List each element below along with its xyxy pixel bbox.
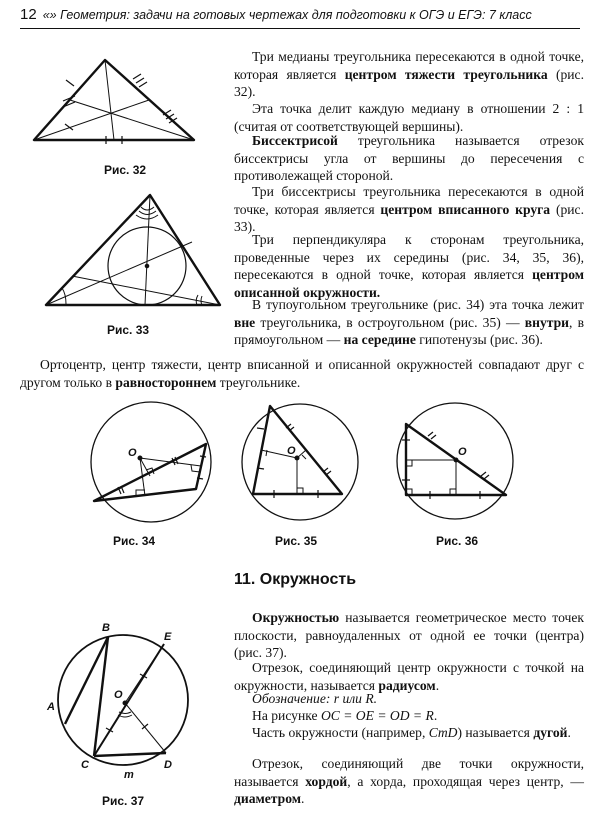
- text-run: Ортоцентр, центр тяжести, центр вписанной и описанной окружностей совпадают друг с другом только в: [20, 357, 584, 390]
- header-title: Геометрия: задачи на готовых чертежах для подготовки к ОГЭ и ЕГЭ: 7 класс: [60, 8, 532, 22]
- text-run: треугольника, в остроугольном (рис. 35) —: [255, 314, 525, 330]
- paragraph-ratio: [234, 100, 584, 135]
- text-run: называется геометрическое место точек плоскости, равноудаленных от одной ее точки (центра) (рис. 37).: [234, 610, 584, 660]
- figure-34-obtuse: [76, 396, 226, 526]
- italic-text: OC = OE = OD = R: [320, 708, 434, 723]
- figure-37-circle: [44, 616, 234, 786]
- text-run: .: [433, 708, 438, 723]
- label-O-fig37: O: [114, 689, 123, 701]
- caption-fig37: Рис. 37: [102, 794, 145, 808]
- figure-32-medians: [30, 52, 230, 152]
- figure-33-bisectors: [42, 190, 232, 315]
- text-run: .: [435, 677, 440, 693]
- label-O-fig34: O: [128, 447, 137, 459]
- text-run: Отрезок, соединяющий центр окружности с точкой на окружности, называется: [234, 660, 584, 693]
- text-run: В тупоугольном треугольнике (рис. 34) эта точка лежит: [252, 297, 584, 312]
- label-C: C: [81, 759, 89, 771]
- page-header: [20, 6, 580, 29]
- label-D: D: [164, 759, 172, 771]
- caption-fig36: Рис. 36: [436, 534, 479, 548]
- text-run: (рис. 32).: [234, 66, 584, 99]
- paragraph-bisector: [234, 132, 584, 185]
- caption-fig33: Рис. 33: [107, 323, 150, 337]
- section-title: 11. Окружность: [234, 571, 357, 588]
- bold-term: хордой: [305, 773, 348, 789]
- text-run: гипотенузы (рис. 36).: [415, 332, 543, 347]
- text-run: , а хорда, проходящая через центр, —: [347, 773, 584, 789]
- text-run: Три медианы треугольника пересекаются в одной точке, которая является: [234, 49, 584, 82]
- label-O-fig35: O: [287, 445, 296, 457]
- italic-text: Обозначение: r или R.: [252, 691, 378, 706]
- text-run: .: [567, 725, 571, 740]
- paragraph-arc: [234, 724, 584, 742]
- paragraph-equilateral: [20, 356, 584, 391]
- paragraph-radius: [234, 659, 584, 694]
- label-E: E: [164, 631, 172, 643]
- label-A: A: [47, 701, 55, 713]
- bold-term: вне: [234, 314, 256, 330]
- bold-term: центром описанной окружности.: [234, 267, 584, 300]
- bold-term: внутри: [524, 314, 569, 330]
- text-run: , в прямоугольном —: [234, 314, 584, 347]
- bold-term: Биссектрисой: [252, 133, 338, 148]
- paragraph-medians: [234, 48, 584, 101]
- paragraph-obtuse-acute-right: [234, 296, 584, 349]
- italic-text: CmD: [428, 725, 458, 740]
- text-run: (рис. 33).: [234, 201, 584, 234]
- text-run: Отрезок, соединяющий две точки окружности, называется: [234, 756, 584, 789]
- paragraph-circle-def: [234, 609, 584, 662]
- header-marker: «»: [42, 8, 57, 22]
- caption-fig34: Рис. 34: [113, 534, 156, 548]
- text-run: треугольника называется отрезок биссектрисы угла от вершины до пересечения с противолежащей стороной.: [234, 133, 584, 183]
- text-run: Три перпендикуляра к сторонам треугольника, проведенные через их середины (рис. 34, 35, 36), пересекаются в одной точке, которая является: [234, 232, 584, 282]
- label-m: m: [124, 769, 134, 781]
- text-run: ) называется: [457, 725, 534, 740]
- text-run: На рисунке: [252, 708, 321, 723]
- caption-fig32: Рис. 32: [104, 163, 147, 177]
- caption-fig35: Рис. 35: [275, 534, 318, 548]
- bold-term: центром вписанного круга: [380, 201, 551, 217]
- text-run: Эта точка делит каждую медиану в отношении 2 : 1 (считая от соответствующей вершины).: [234, 101, 584, 134]
- label-B: B: [102, 622, 110, 634]
- bold-term: дугой: [533, 725, 568, 740]
- bold-term: радиусом: [378, 677, 436, 693]
- paragraph-bisectors-center: [234, 183, 584, 236]
- bold-term: на середине: [343, 332, 416, 347]
- bold-term: Окружностью: [252, 610, 340, 625]
- label-O-fig36: O: [458, 446, 467, 458]
- paragraph-notation: [234, 690, 584, 708]
- bold-term: центром тяжести треугольника: [344, 66, 548, 82]
- text-run: Часть окружности (например,: [252, 725, 429, 740]
- bold-term: диаметром: [234, 791, 301, 806]
- text-run: .: [301, 791, 305, 806]
- paragraph-chord: [234, 755, 584, 808]
- paragraph-equalities: [234, 707, 584, 725]
- page-number: 12: [20, 6, 37, 23]
- paragraph-perpendiculars: [234, 231, 584, 301]
- bold-term: равностороннем: [115, 374, 217, 390]
- text-run: Три биссектрисы треугольника пересекаются в одной точке, которая является: [234, 184, 584, 217]
- text-run: треугольнике.: [216, 374, 301, 390]
- figure-36-right: [388, 396, 523, 526]
- figure-35-acute: [238, 398, 373, 528]
